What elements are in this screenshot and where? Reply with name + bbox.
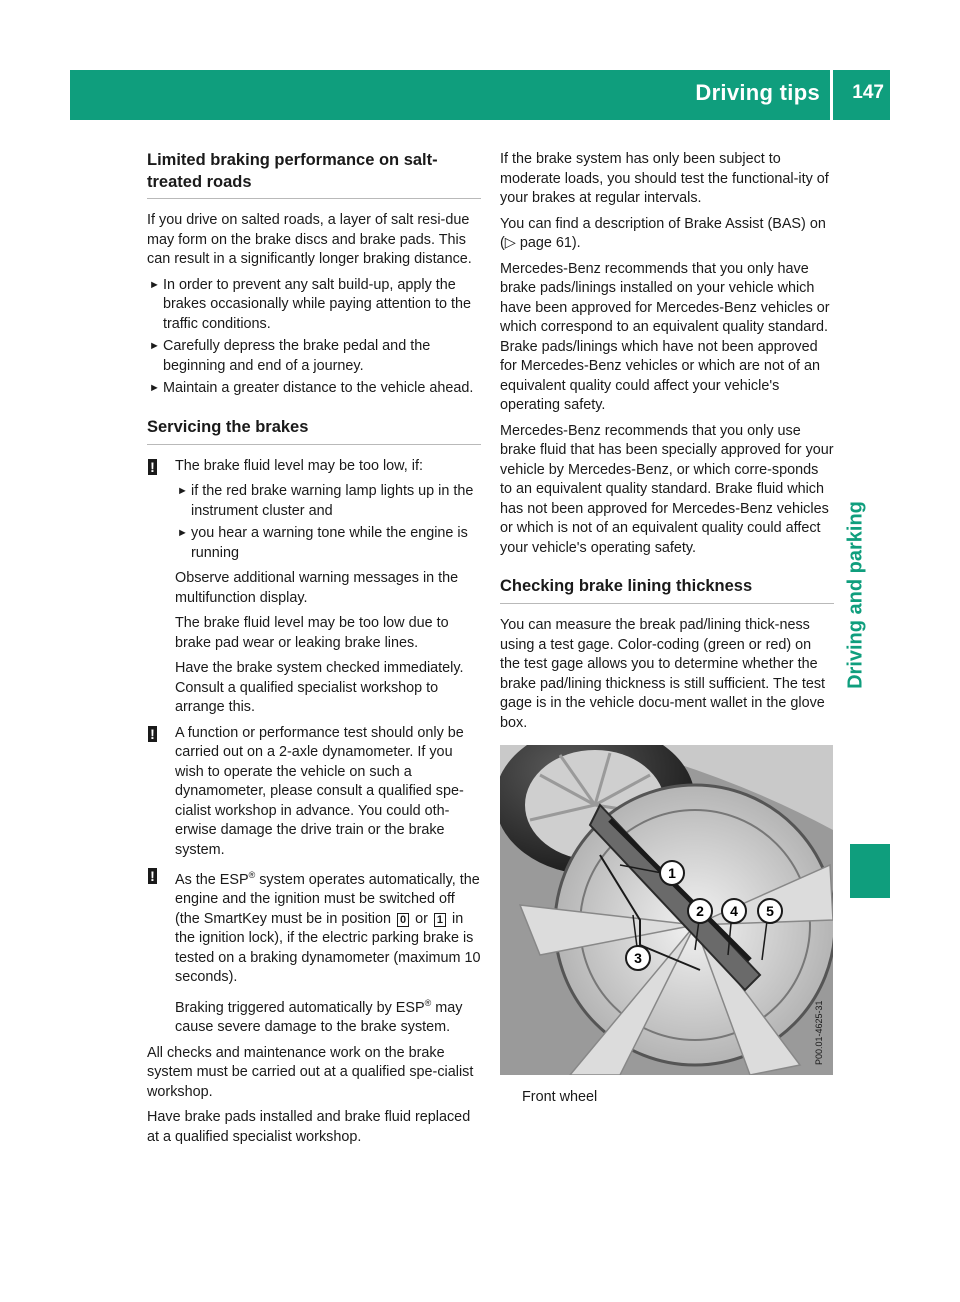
- paragraph: If the brake system has only been subject to moderate loads, you should test the functional-ity of your brakes at regular intervals.: [500, 151, 829, 206]
- left-column: [147, 150, 481, 1153]
- list-item: ► if the red brake warning lamp lights up in the instrument cluster and: [177, 483, 474, 519]
- list-item: ► Maintain a greater distance to the vehicle ahead.: [147, 379, 481, 399]
- paragraph: Mercedes-Benz recommends that you only use brake fluid that has been specially approved for your vehicle by Mercedes-Benz, or which corre-sponds to an equivalent quality standard. Brake fluid which has not been approved for Mercedes-Benz vehicles or which is not of an equivalent quality could affect your vehicle's operating safety.: [500, 422, 834, 556]
- header-divider: [830, 70, 833, 120]
- paragraph: You can measure the break pad/lining thick-ness using a test gage. Color-coding (green or red) on the test gage allows you to determine whether the brake pad/lining thickness is still sufficient. The test gage is in the vehicle docu-ment wallet in the glove box.: [500, 617, 826, 731]
- warning-notice-esp: [147, 866, 481, 1038]
- warning-icon: !: [148, 868, 157, 884]
- warning-icon: !: [148, 726, 157, 742]
- maintenance-paragraph: Have brake pads installed and brake fluid replaced at a qualified specialist workshop.: [147, 1109, 471, 1145]
- warning-icon: !: [148, 459, 157, 475]
- bullet-icon: ►: [149, 382, 160, 394]
- notice-paragraph: Braking triggered automatically by ESP® may cause severe damage to the brake system.: [175, 997, 463, 1036]
- list-item: ► you hear a warning tone while the engine is running: [177, 525, 468, 561]
- callout-label: 3: [634, 950, 642, 966]
- callout-label: 4: [730, 903, 738, 919]
- right-column: [500, 150, 834, 1105]
- notice-paragraph: The brake fluid level may be too low due to brake pad wear or leaking brake lines.: [175, 615, 449, 651]
- paragraph: You can find a description of Brake Assist (BAS) on (▷ page 61).: [500, 215, 826, 251]
- side-tab-label: Driving and parking: [844, 501, 867, 689]
- key-position-1-icon: 1: [434, 913, 446, 927]
- section-heading-servicing: Servicing the brakes: [147, 417, 481, 445]
- front-wheel-figure: [500, 745, 833, 1075]
- notice-paragraph: Have the brake system checked immediately. Consult a qualified specialist workshop to arrange this.: [175, 660, 464, 715]
- warning-notice-brake-fluid: [147, 457, 481, 718]
- page-number: 147: [852, 82, 884, 103]
- figure-code: P00.01-4625-31: [814, 1000, 824, 1065]
- warning-notice-dynamometer: [147, 724, 481, 861]
- salt-intro: If you drive on salted roads, a layer of salt resi-due may form on the brake discs and brake pads. This can result in a significantly longer braking distance.: [147, 212, 472, 267]
- header-title: Driving tips: [695, 80, 820, 105]
- callout-label: 1: [668, 865, 676, 881]
- maintenance-paragraph: All checks and maintenance work on the brake system must be carried out at a qualified spe-cialist workshop.: [147, 1044, 474, 1100]
- section-heading-lining: Checking brake lining thickness: [500, 576, 834, 604]
- notice-lead: The brake fluid level may be too low, if:: [175, 457, 423, 474]
- bullet-icon: ►: [177, 485, 188, 497]
- list-item: ► In order to prevent any salt build-up, apply the brakes occasionally while paying attention to the traffic conditions.: [149, 276, 471, 332]
- bullet-icon: ►: [177, 527, 188, 539]
- salt-bullet-list: [147, 276, 481, 399]
- list-item: ► Carefully depress the brake pedal and the beginning and end of a journey.: [149, 338, 431, 374]
- notice-paragraph: As the ESP® system operates automatically, the engine and the ignition must be switched off (the SmartKey must be in position 0 or 1 in the ignition lock), if the electric parking brake is tested on a braking dynamometer (maximum 10 seconds).: [175, 870, 481, 986]
- notice-bullet-list: [175, 482, 481, 563]
- paragraph: Mercedes-Benz recommends that you only have brake pads/linings installed on your vehicle which have been approved for Mercedes-Benz vehicles or which correspond to an equivalent quality standard. Brake pads/linings which have not been approved for Mercedes-Benz vehicles or which are not of an equivalent quality could affect your vehicle's operating safety.: [500, 260, 830, 413]
- side-tab-marker: [850, 844, 890, 898]
- header-bar: [70, 70, 890, 120]
- heading-line-1: Limited braking performance on salt-: [147, 151, 438, 169]
- notice-paragraph: Observe additional warning messages in the multifunction display.: [175, 570, 459, 606]
- figure-caption: Front wheel: [522, 1089, 598, 1105]
- page-ref-arrow-icon: ▷: [504, 235, 516, 251]
- callout-label: 5: [766, 903, 774, 919]
- bullet-icon: ►: [149, 340, 160, 352]
- bullet-icon: ►: [149, 278, 160, 291]
- section-heading-salt-roads: [147, 150, 481, 199]
- front-wheel-illustration: [500, 745, 833, 1075]
- callout-label: 2: [696, 903, 704, 919]
- key-position-0-icon: 0: [397, 913, 409, 927]
- notice-paragraph: A function or performance test should only be carried out on a 2-axle dynamometer. If you wish to operate the vehicle on such a dynamometer, please consult a qualified spe-cialist workshop in advance. You could oth-erwise damage the drive train or the brake system.: [175, 724, 464, 858]
- heading-line-2: treated roads: [147, 172, 252, 191]
